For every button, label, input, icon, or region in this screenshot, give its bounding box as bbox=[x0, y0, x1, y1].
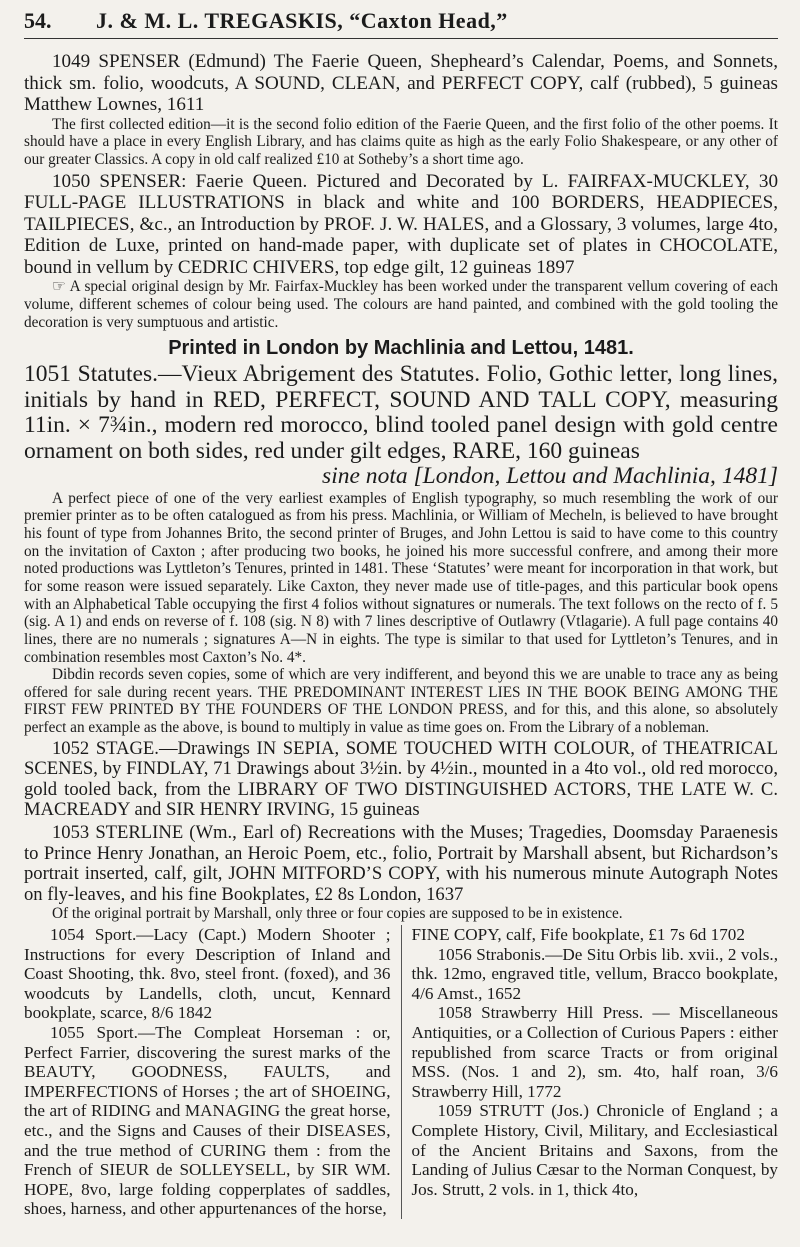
entry-1055: 1055 Sport.—The Compleat Horseman : or, Perfect Farrier, discovering the surest marks of the BEAUTY, GOODNESS, FAULTS, and IMPERFECTIONS of Horses ; the art of SHOEING, the art of RIDING and MANAGING the great horse, etc., and the Signs and Causes of their DISEASES, and the true method of CURING them : from the French of SIEUR de SOLLEYSELL, by SIR WM. HOPE, 8vo, large folding copperplates of saddles, shoes, harness, and other appurtenances of the horse, bbox=[24, 1022, 391, 1219]
entry-1051 bbox=[24, 362, 778, 736]
running-title: J. & M. L. TREGASKIS, “Caxton Head,” bbox=[96, 8, 508, 33]
right-column bbox=[412, 925, 779, 1219]
entry-1053-note: Of the original portrait by Marshall, only three or four copies are supposed to be in existence. bbox=[52, 905, 623, 923]
page-header bbox=[24, 8, 778, 34]
entry-1049 bbox=[24, 51, 778, 169]
column-divider bbox=[401, 925, 402, 1219]
entry-1050-note: ☞ A special original design by Mr. Fairfax-Muckley has been worked under the transparent vellum covering of each volume, different schemes of colour being used. The colours are hand painted, and combined with the gold tooling the decoration is very sumptuous and artistic. bbox=[24, 278, 778, 331]
left-column bbox=[24, 925, 391, 1219]
entry-1051-lead: 1051 Statutes.—Vieux Abrigement des Statutes. Folio, Gothic letter, long lines, initials by hand in RED, PERFECT, SOUND AND TALL COPY, measuring 11in. × 7¾in., modern red morocco, blind tooled panel design with gold centre ornament on both sides, red under gilt edges, RARE, 160 guineas bbox=[24, 361, 778, 464]
entry-1051-note-1: A perfect piece of one of the very earliest examples of English typography, so much resembling the work of our premier printer as to be often catalogued as from his press. Machlinia, or William of Mecheln, is believed to have brought his fount of type from Johannes Brito, the second printer of Bruges, and John Lettou is said to have come to this country on the invitation of Caxton ; after producing two books, he joined his more successful confrere, and among their more noted productions was Lyttleton’s Tenures, printed in 1481. These ‘Statutes’ were meant for incorporation in that work, but for some reason were issued separately. Like Caxton, they never made use of title-pages, and this particular book opens with an Alphabetical Table occupying the first 4 folios without signatures or numerals. The text follows on the recto of f. 5 (sig. A 1) and ends on reverse of f. 108 (sig. N 8) with 7 lines descriptive of Outlawry (Vtlagarie). A full page contains 40 lines, there are no numerals ; signatures A—N in eights. The type is similar to that used for Lyttleton’s Tenures, and in combination resembles most Caxton’s No. 4*. bbox=[24, 489, 778, 666]
entry-1050-lead: 1050 SPENSER: Faerie Queen. Pictured and Decorated by L. FAIRFAX-MUCKLEY, 30 FULL-PAGE ILLUSTRATIONS in black and white and 100 BORDERS, HEADPIECES, TAILPIECES, &c., an Introduction by PROF. J. W. HALES, and a Glossary, 3 volumes, large 4to, Edition de Luxe, printed on hand-made paper, with duplicate set of plates in CHOCOLATE, bound in vellum by CEDRIC CHIVERS, top edge gilt, 12 guineas 1897 bbox=[24, 170, 778, 278]
entry-1054: 1054 Sport.—Lacy (Capt.) Modern Shooter ; Instructions for every Description of Inland and Coast Shooting, thk. 8vo, steel front. (foxed), and 36 woodcuts by Landells, cloth, uncut, Kennard bookplate, scarce, 8/6 1842 bbox=[24, 925, 391, 1023]
entry-1052 bbox=[24, 739, 778, 821]
section-headline: Printed in London by Machlinia and Lettou, 1481. bbox=[168, 337, 634, 360]
entry-1049-lead: 1049 SPENSER (Edmund) The Faerie Queen, Shepheard’s Calendar, Poems, and Sonnets, thick sm. folio, woodcuts, A SOUND, CLEAN, and PERFECT COPY, calf (rubbed), 5 guineas Matthew Lownes, 1611 bbox=[24, 51, 778, 116]
entry-1053 bbox=[24, 823, 778, 923]
entry-1059: 1059 STRUTT (Jos.) Chronicle of England ; a Complete History, Civil, Military, and Ecclesiastical of the Ancient Britains and Saxons, from the Landing of Julius Cæsar to the Norman Conquest, by Jos. Strutt, 2 vols. in 1, thick 4to, bbox=[411, 1101, 778, 1199]
entry-1051-note-2: Dibdin records seven copies, some of which are very indifferent, and beyond this we are unable to trace any as being offered for sale during recent years. THE PREDOMINANT INTEREST LIES IN THE BOOK BEING AMONG THE FIRST FEW PRINTED BY THE FOUNDERS OF THE LONDON PRESS, and for this, and this alone, so absolutely perfect an example as the above, is bound to multiply in value as time goes on. From the Library of a nobleman. bbox=[24, 666, 778, 737]
page-number: 54. bbox=[24, 8, 52, 33]
entry-1055-continued: FINE COPY, calf, Fife bookplate, £1 7s 6d 1702 bbox=[411, 925, 745, 944]
entry-1056: 1056 Strabonis.—De Situ Orbis lib. xvii., 2 vols., thk. 12mo, engraved title, vellum, Bracco bookplate, 4/6 Amst., 1652 bbox=[411, 944, 778, 1003]
entry-1049-note: The first collected edition—it is the second folio edition of the Faerie Queen, and the first folio of the other poems. It should have a place in every English Library, and has claims quite as high as the early Folio Shakespeare, or any other of our greater Classics. A copy in old calf realized £10 at Sotheby’s a short time ago. bbox=[24, 115, 778, 168]
two-column-section bbox=[24, 925, 778, 1219]
entry-1053-lead: 1053 STERLINE (Wm., Earl of) Recreations with the Muses; Tragedies, Doomsday Paraenesis to Prince Henry Jonathan, an Heroic Poem, etc., folio, Portrait by Marshall absent, but Richardson’s portrait inserted, calf, gilt, JOHN MITFORD’S COPY, with his numerous minute Autograph Notes on fly-leaves, and his fine Bookplates, £2 8s London, 1637 bbox=[24, 822, 778, 905]
entry-1051-imprint: sine nota [London, Lettou and Machlinia, 1481] bbox=[322, 463, 778, 490]
entry-1050 bbox=[24, 171, 778, 332]
entry-1052-lead: 1052 STAGE.—Drawings IN SEPIA, SOME TOUCHED WITH COLOUR, of THEATRICAL SCENES, by FINDLAY, 71 Drawings about 3½in. by 4½in., mounted in a 4to vol., old red morocco, gold tooled back, from the LIBRARY OF TWO DISTINGUISHED ACTORS, THE LATE W. C. MACREADY and SIR HENRY IRVING, 15 guineas bbox=[24, 737, 778, 821]
header-rule bbox=[24, 38, 778, 39]
entry-1058: 1058 Strawberry Hill Press. — Miscellaneous Antiquities, or a Collection of Curious Papers : either republished from scarce Tracts or from original MSS. (Nos. 1 and 2), sm. 4to, half roan, 3/6 Strawberry Hill, 1772 bbox=[411, 1003, 778, 1101]
